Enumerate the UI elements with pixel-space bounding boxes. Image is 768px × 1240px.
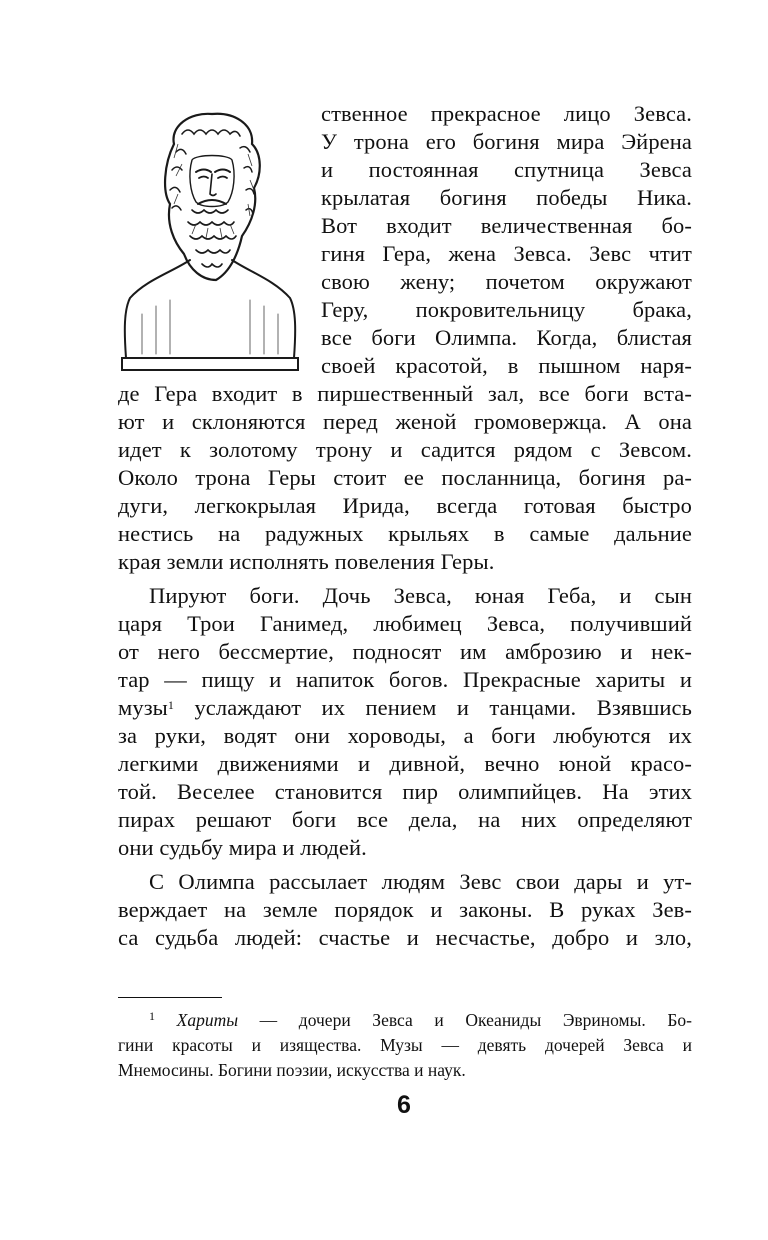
text-line: свою жену; почетом окружают	[321, 269, 692, 294]
text-line	[118, 694, 692, 722]
text-line: идет к золотому трону и садится рядом с Зевсом.	[118, 437, 692, 462]
line-rest: услаждают их пением и танцами. Взявшись	[174, 695, 692, 720]
footnote-line: Мнемосины. Богини поэзии, искусства и наук.	[118, 1060, 466, 1080]
text-line: царя Трои Ганимед, любимец Зевса, получивший	[118, 611, 692, 636]
text-line: ственное прекрасное лицо Зевса.	[321, 101, 692, 126]
text-line: Геру, покровительницу брака,	[321, 297, 692, 322]
footnote-text: — дочери Зевса и Океаниды Эвриномы. Бо-	[238, 1010, 692, 1030]
text-line: пирах решают боги все дела, на них определяют	[118, 807, 692, 832]
footnote-line	[118, 1008, 692, 1033]
text-line: за руки, водят они хороводы, а боги любуются их	[118, 723, 692, 748]
text-line: гиня Гера, жена Зевса. Зевс чтит	[321, 241, 692, 266]
text-line: той. Веселее становится пир олимпийцев. На этих	[118, 779, 692, 804]
text-line: и постоянная спутница Зевса	[321, 157, 692, 182]
footnote-line: гини красоты и изящества. Музы — девять дочерей Зевса и	[118, 1035, 692, 1055]
text-line: они судьбу мира и людей.	[118, 835, 367, 860]
word-muzy: музы	[118, 695, 168, 720]
page-number: 6	[397, 1091, 411, 1119]
text-line: тар — пищу и напиток богов. Прекрасные хариты и	[118, 667, 692, 692]
text-line: дуги, легкокрылая Ирида, всегда готовая быстро	[118, 493, 692, 518]
text-line: ют и склоняются перед женой громовержца. А она	[118, 409, 692, 434]
text-line: все боги Олимпа. Когда, блистая	[321, 325, 692, 350]
footnote-rule	[118, 997, 222, 998]
text-line: своей красотой, в пышном наря-	[321, 353, 692, 378]
text-line: де Гера входит в пиршественный зал, все боги вста-	[118, 381, 692, 406]
text-line: от него бессмертие, подносят им амброзию и нек-	[118, 639, 692, 664]
text-line: Около трона Геры стоит ее посланница, богиня ра-	[118, 465, 692, 490]
text-line: крылатая богиня победы Ника.	[321, 185, 692, 210]
text-line: верждает на земле порядок и законы. В руках Зев-	[118, 897, 692, 922]
footnote-term: Хариты	[176, 1010, 239, 1030]
text-line: легкими движениями и дивной, вечно юной красо-	[118, 751, 692, 776]
text-line: края земли исполнять повеления Геры.	[118, 549, 495, 574]
text-line: са судьба людей: счастье и несчастье, добро и зло,	[118, 925, 692, 950]
text-line: Пируют боги. Дочь Зевса, юная Геба, и сын	[149, 583, 692, 608]
text-line: Вот входит величественная бо-	[321, 213, 692, 238]
text-line: С Олимпа рассылает людям Зевс свои дары и ут-	[149, 869, 692, 894]
zeus-bust-icon	[112, 104, 308, 384]
footnote-marker: 1	[149, 1009, 155, 1023]
text-line: У трона его богиня мира Эйрена	[321, 129, 692, 154]
footnote-reference[interactable]: 1	[167, 698, 175, 712]
text-line: нестись на радужных крыльях в самые дальние	[118, 521, 692, 546]
